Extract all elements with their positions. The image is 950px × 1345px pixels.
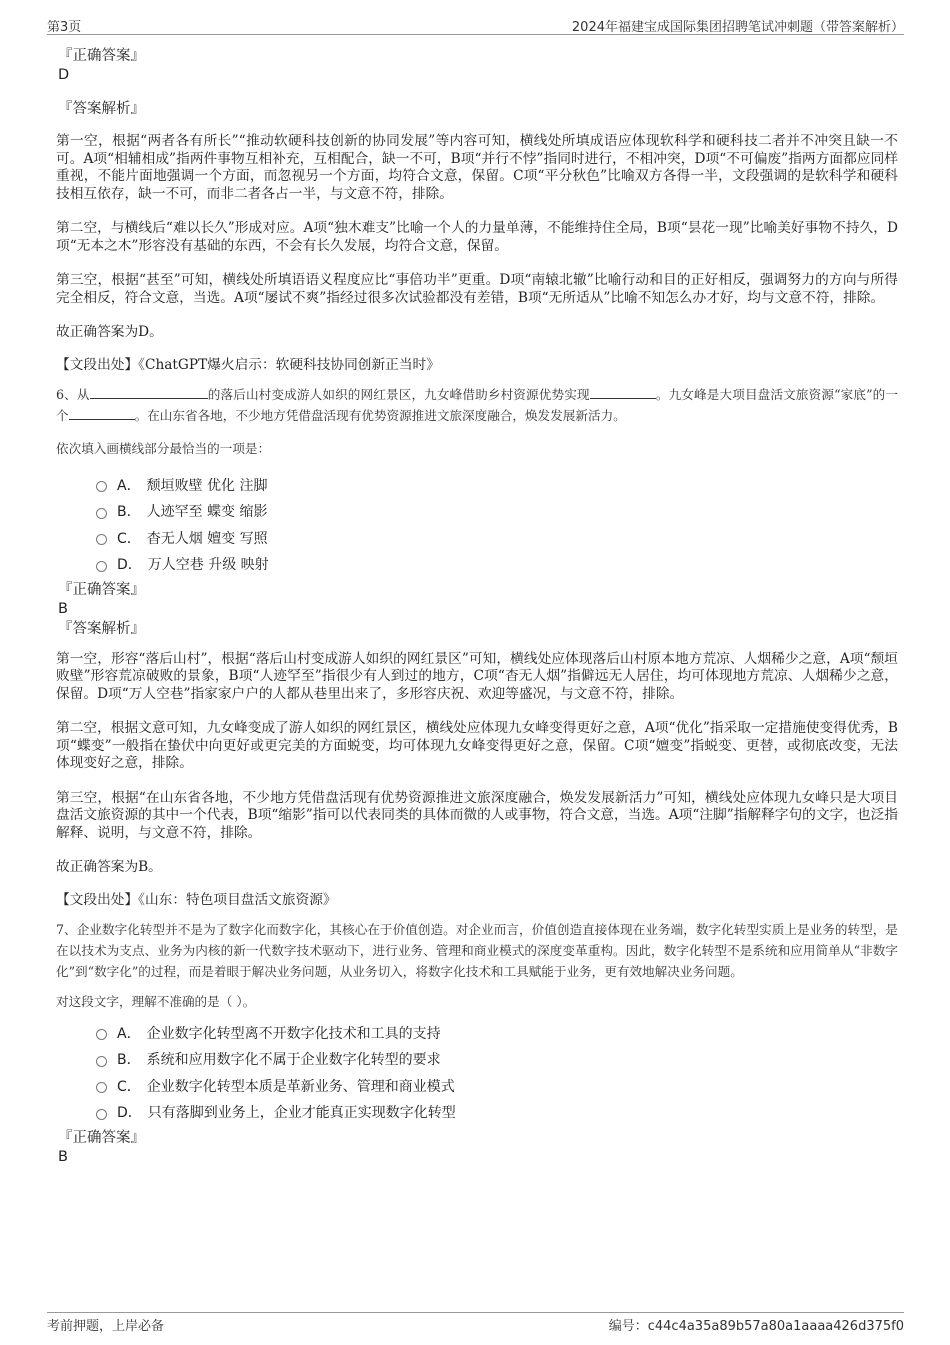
q6-blank-2 [590, 386, 656, 399]
q7-options [96, 1021, 898, 1127]
q5-answer: D [58, 67, 70, 83]
q5-analysis-4: 故正确答案为D。 [56, 324, 163, 340]
q6-analysis-label: 『答案解析』 [58, 620, 145, 637]
q5-source [56, 356, 898, 374]
q6-option-c[interactable]: C． 杳无人烟 嬗变 写照 [96, 526, 898, 553]
q6-prompt: 依次填入画横线部分最恰当的一项是： [56, 440, 271, 456]
radio-icon[interactable] [96, 1029, 107, 1040]
q6-options [96, 473, 898, 579]
q6-option-d[interactable]: D． 万人空巷 升级 映射 [96, 552, 898, 579]
q6-analysis-3: 第三空，根据“在山东省各地，不少地方凭借盘活现有优势资源推进文旅深度融合，焕发发展新活力”可知，横线处应体现九女峰只是大项目盘活文旅资源的其中一个代表，B项“缩影”指可以代表同类的具体而微的人或事物，符合文意，当选。A项“注脚”指解释字句的文字，也泛指解释、说明，与文意不符，排除。 [56, 789, 898, 841]
page-header [47, 14, 904, 35]
radio-icon[interactable] [96, 534, 107, 545]
q7-option-d[interactable]: D． 只有落脚到业务上，企业才能真正实现数字化转型 [96, 1100, 898, 1127]
q7-stem: 7、企业数字化转型并不是为了数字化而数字化，其核心在于价值创造。对企业而言，价值创造直接体现在业务端，数字化转型实质上是业务的转型，是在以技术为支点、业务为内核的新一代数字技术驱动下，进行业务、管理和商业模式的深度变革重构。因此，数字化转型不是系统和应用简单从“非数字化”到“数字化”的过程，而是着眼于解决业务问题，从业务切入，将数字化技术和工具赋能于业务，更有效地解决业务问题。 [56, 921, 899, 979]
q5-analysis-3: 第三空，根据“甚至”可知，横线处所填语语义程度应比“事倍功半”更重。D项“南辕北辙”比喻行动和目的正好相反，强调努力的方向与所得完全相反，符合文意，当选。A项“屡试不爽”指经过很多次试验都没有差错，B项“无所适从”比喻不知怎么办才好，均与文意不符，排除。 [56, 272, 898, 306]
page-body [56, 44, 898, 1166]
q6-blank-3 [69, 407, 135, 420]
page-number: 第3页 [47, 20, 82, 35]
q6-blank-1 [90, 386, 208, 399]
q6-source [56, 891, 898, 909]
radio-icon[interactable] [96, 508, 107, 519]
q7-option-c[interactable]: C． 企业数字化转型本质是革新业务、管理和商业模式 [96, 1074, 898, 1101]
q7-number: 7、 [56, 921, 77, 937]
page-footer [47, 1312, 904, 1333]
radio-icon[interactable] [96, 481, 107, 492]
footer-slogan: 考前押题，上岸必备 [47, 1319, 165, 1334]
source-prefix: 【文段出处】 [56, 891, 139, 908]
q5-analysis-1: 第一空，根据“两者各有所长”“推动软硬科技创新的协同发展”等内容可知，横线处所填成语应体现软科学和硬科技二者并不冲突且缺一不可。A项“相辅相成”指两件事物互相补充，互相配合，缺一不可，B项“并行不悖”指同时进行，不相冲突，D项“不可偏废”指两方面都应同样重视，不能片面地强调一个方面，而忽视另一个方面，均符合文意，保留。C项“平分秋色”比喻双方各得一半，文段强调的是软科学和硬科技相互依存，缺一不可，而非二者各占一半，与文意不符，排除。 [56, 133, 898, 202]
document-title: 2024年福建宝成国际集团招聘笔试冲刺题（带答案解析） [571, 20, 904, 35]
radio-icon[interactable] [96, 1082, 107, 1093]
q6-answer: B [58, 600, 68, 617]
q6-analysis-2: 第二空，根据文意可知，九女峰变成了游人如织的网红景区，横线处应体现九女峰变得更好之意，A项“优化”指采取一定措施使变得优秀，B项“蝶变”一般指在蛰伏中向更好或更完美的方面蜕变，均可体现九女峰变得更好之意，保留。C项“嬗变”指蜕变、更替，或彻底改变，无法体现变好之意，排除。 [56, 720, 898, 771]
q7-answer-label: 『正确答案』 [58, 1129, 145, 1146]
q6-source-title: 《山东：特色项目盘活文旅资源》 [138, 891, 337, 908]
q5-analysis-label: 『答案解析』 [58, 101, 145, 117]
q6-analysis-1: 第一空，形容“落后山村”，根据“落后山村变成游人如织的网红景区”可知，横线处应体现落后山村原本地方荒凉、人烟稀少之意，A项“颓垣败壁”形容荒凉破败的景象，B项“人迹罕至”指很少有人到过的地方，C项“杳无人烟”指僻远无人居住，均可体现地方荒凉、人烟稀少之意，保留。D项“万人空巷”指家家户户的人都从巷里出来了，多形容庆祝、欢迎等盛况，与文意不符，排除。 [56, 650, 898, 702]
q5-analysis-2: 第二空，与横线后“难以长久”形成对应。A项“独木难支”比喻一个人的力量单薄，不能维持住全局，B项“昙花一现”比喻美好事物不持久，D项“无本之木”形容没有基础的东西，不会有长久发展，均符合文意，保留。 [56, 220, 898, 254]
q7-option-b[interactable]: B． 系统和应用数字化不属于企业数字化转型的要求 [96, 1047, 898, 1074]
radio-icon[interactable] [96, 1109, 107, 1120]
radio-icon[interactable] [96, 1056, 107, 1067]
q7-option-a[interactable]: A． 企业数字化转型离不开数字化技术和工具的支持 [96, 1021, 898, 1048]
q6-stem: 6、从 的落后山村变成游人如织的网红景区，九女峰借助乡村资源优势实现 。九女峰是大项目盘活文旅资源“家底”的一个 。在山东省各地，不少地方凭借盘活现有优势资源推进文旅深度融合，焕发发展新活力。 [56, 386, 899, 423]
q7-answer: B [58, 1148, 68, 1165]
q6-option-b[interactable]: B． 人迹罕至 蝶变 缩影 [96, 499, 898, 526]
q5-answer-label: 『正确答案』 [58, 48, 145, 64]
q6-answer-label: 『正确答案』 [58, 581, 145, 598]
q7-prompt: 对这段文字，理解不准确的是（ ）。 [56, 993, 256, 1009]
radio-icon[interactable] [96, 561, 107, 572]
q6-number: 6、 [56, 386, 77, 402]
source-prefix: 【文段出处】 [56, 356, 139, 373]
q6-option-a[interactable]: A． 颓垣败壁 优化 注脚 [96, 473, 898, 500]
q5-source-title: 《ChatGPT爆火启示：软硬科技协同创新正当时》 [138, 356, 440, 373]
q6-analysis-4: 故正确答案为B。 [56, 859, 162, 875]
document-code: 编号：c44c4a35a89b57a80a1aaaa426d375f0 [608, 1319, 904, 1334]
